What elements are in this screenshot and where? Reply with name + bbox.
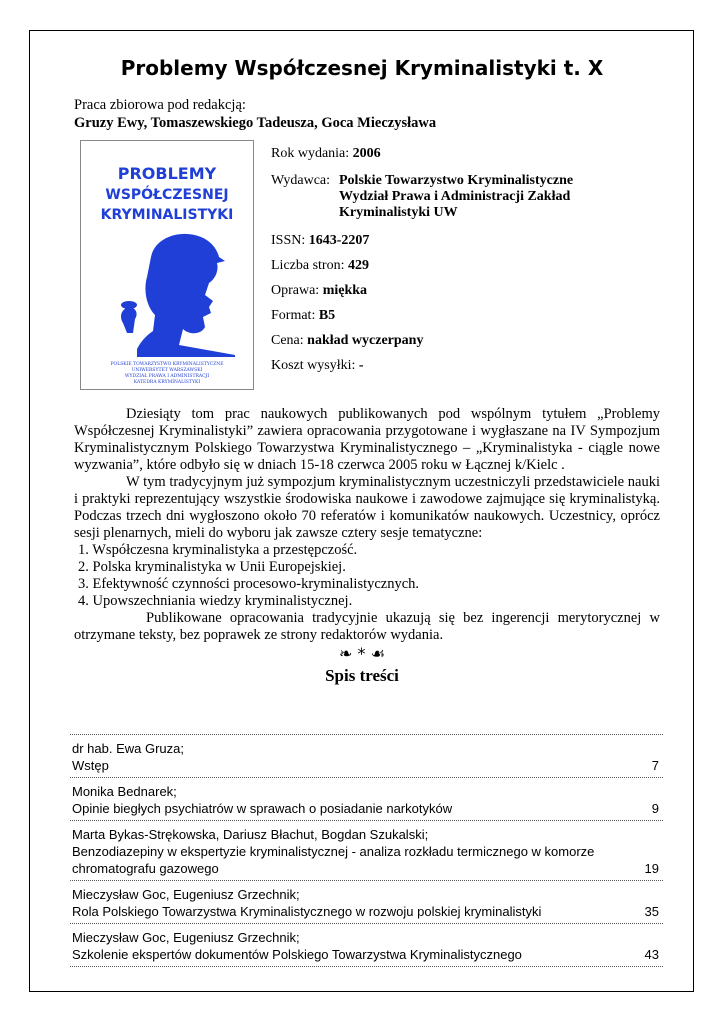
- list-item: 1. Współczesna kryminalistyka a przestępczość.: [78, 542, 358, 558]
- price-row: [271, 333, 423, 349]
- cover-title-line-1: PROBLEMY: [117, 164, 217, 183]
- list-item: 2. Polska kryminalistyka w Unii Europejskiej.: [78, 559, 346, 575]
- toc-heading: Spis treści: [325, 666, 399, 685]
- shipping-label: Koszt wysyłki:: [271, 358, 356, 373]
- book-cover-image: [80, 140, 254, 390]
- cover-title-line-2: WSPÓŁCZESNEJ: [105, 187, 229, 203]
- editors-names: Gruzy Ewy, Tomaszewskiego Tadeusza, Goca Mieczysława: [74, 115, 437, 131]
- toc-title: Opinie biegłych psychiatrów w sprawach o posiadanie narkotyków: [72, 801, 453, 816]
- description-paragraph-1: Dziesiąty tom prac naukowych publikowanych pod wspólnym tytułem „Problemy Współczesnej Kryminalistyki” zawiera opracowania przygotowane i wygłaszane na IV Sympozjum Kryminalistycznym Polskiego Towarzystwa Kryminalistycznego – „Kryminalistyka - ciągle nowe wyzwania”, które odbyło się w dniach 15-18 czerwca 2005 roku w Łącznej k/Kielc .: [74, 406, 660, 473]
- toc-authors: Mieczysław Goc, Eugeniusz Grzechnik;: [72, 930, 300, 945]
- format-label: Format:: [271, 308, 316, 323]
- list-item: 4. Upowszechniania wiedzy kryminalistycznej.: [78, 593, 353, 609]
- issn-row: [271, 233, 369, 249]
- sherlock-silhouette-icon: [121, 234, 235, 357]
- publisher-line-3: Kryminalistyki UW: [339, 205, 458, 220]
- shipping-row: [271, 358, 364, 374]
- toc-authors: Monika Bednarek;: [72, 784, 177, 799]
- year-label: Rok wydania:: [271, 146, 350, 161]
- cover-footer-line-4: KATEDRA KRYMINALISTYKI: [133, 380, 201, 385]
- cover-title-line-3: KRYMINALISTYKI: [100, 207, 234, 223]
- pages-row: [271, 258, 369, 274]
- editors-block: [74, 96, 436, 132]
- binding-value: miękka: [322, 283, 368, 298]
- year-value: 2006: [352, 146, 381, 161]
- toc-title: Wstęp: [72, 758, 109, 773]
- toc-page: 43: [644, 947, 659, 962]
- price-value: nakład wyczerpany: [307, 333, 424, 348]
- toc-page: 9: [651, 801, 659, 816]
- binding-label: Oprawa:: [271, 283, 320, 298]
- toc-title: Rola Polskiego Towarzystwa Kryminalistycznego w rozwoju polskiej kryminalistyki: [72, 904, 542, 919]
- toc-entry[interactable]: [70, 778, 663, 821]
- toc-title: Szkolenie ekspertów dokumentów Polskiego Towarzystwa Kryminalistycznego: [72, 947, 522, 962]
- toc-authors: dr hab. Ewa Gruza;: [72, 741, 184, 756]
- session-list: [74, 542, 660, 610]
- cover-artwork: [85, 145, 249, 385]
- publisher-label: Wydawca:: [271, 173, 331, 188]
- toc-entry[interactable]: [70, 821, 663, 881]
- publisher-row: [271, 173, 574, 220]
- toc-page: 35: [644, 904, 659, 919]
- pages-value: 429: [347, 258, 369, 273]
- cover-footer-line-3: WYDZIAŁ PRAWA I ADMINISTRACJI: [124, 374, 210, 379]
- section-ornament: ❧ * ☙: [339, 644, 385, 663]
- toc-entry[interactable]: [70, 924, 663, 967]
- toc-page: 7: [651, 758, 659, 773]
- description-paragraph-2: W tym tradycyjnym już sympozjum kryminalistycznym uczestniczyli przedstawiciele nauki i praktyki reprezentujący wszystkie środowiska naukowe i zawodowe zajmujące się kryminalistyką. Podczas trzech dni wygłoszono około 70 referatów i komunikatów naukowych. Uczestnicy, oprócz sesji plenarnych, mieli do wyboru jak zawsze cztery sesje tematyczne:: [74, 474, 660, 541]
- page-title: Problemy Współczesnej Kryminalistyki t. X: [120, 56, 604, 80]
- toc-authors: Marta Bykas-Strękowska, Dariusz Błachut, Bogdan Szukalski;: [72, 827, 429, 842]
- list-item: 3. Efektywność czynności procesowo-kryminalistycznych.: [78, 576, 420, 592]
- toc-authors: Mieczysław Goc, Eugeniusz Grzechnik;: [72, 887, 300, 902]
- toc-entry[interactable]: [70, 881, 663, 924]
- format-value: B5: [318, 308, 336, 323]
- publisher-line-2: Wydział Prawa i Administracji Zakład: [339, 189, 571, 204]
- cover-footer-line-1: POLSKIE TOWARZYSTWO KRYMINALISTYCZNE: [110, 362, 224, 367]
- price-label: Cena:: [271, 333, 304, 348]
- format-row: [271, 308, 335, 324]
- year-row: [271, 146, 381, 162]
- description-paragraph-3: Publikowane opracowania tradycyjnie ukazują się bez ingerencji merytorycznej w otrzymane teksty, bez poprawek ze strony redaktorów wydania.: [74, 610, 660, 643]
- description: [74, 406, 660, 644]
- toc-entry[interactable]: [70, 735, 663, 778]
- editors-label: Praca zbiorowa pod redakcją:: [74, 97, 246, 113]
- toc-title: Benzodiazepiny w ekspertyzie kryminalistycznej - analiza rozkładu termicznego w komorze chromatografu gazowego: [72, 844, 595, 876]
- publisher-line-1: Polskie Towarzystwo Kryminalistyczne: [339, 173, 574, 188]
- toc-page: 19: [644, 861, 659, 876]
- issn-label: ISSN:: [271, 233, 306, 248]
- pages-label: Liczba stron:: [271, 258, 345, 273]
- table-of-contents: [70, 734, 663, 967]
- cover-footer-line-2: UNIWERSYTET WARSZAWSKI: [131, 368, 203, 373]
- binding-row: [271, 283, 367, 299]
- issn-value: 1643-2207: [308, 233, 370, 248]
- shipping-value: -: [358, 358, 364, 373]
